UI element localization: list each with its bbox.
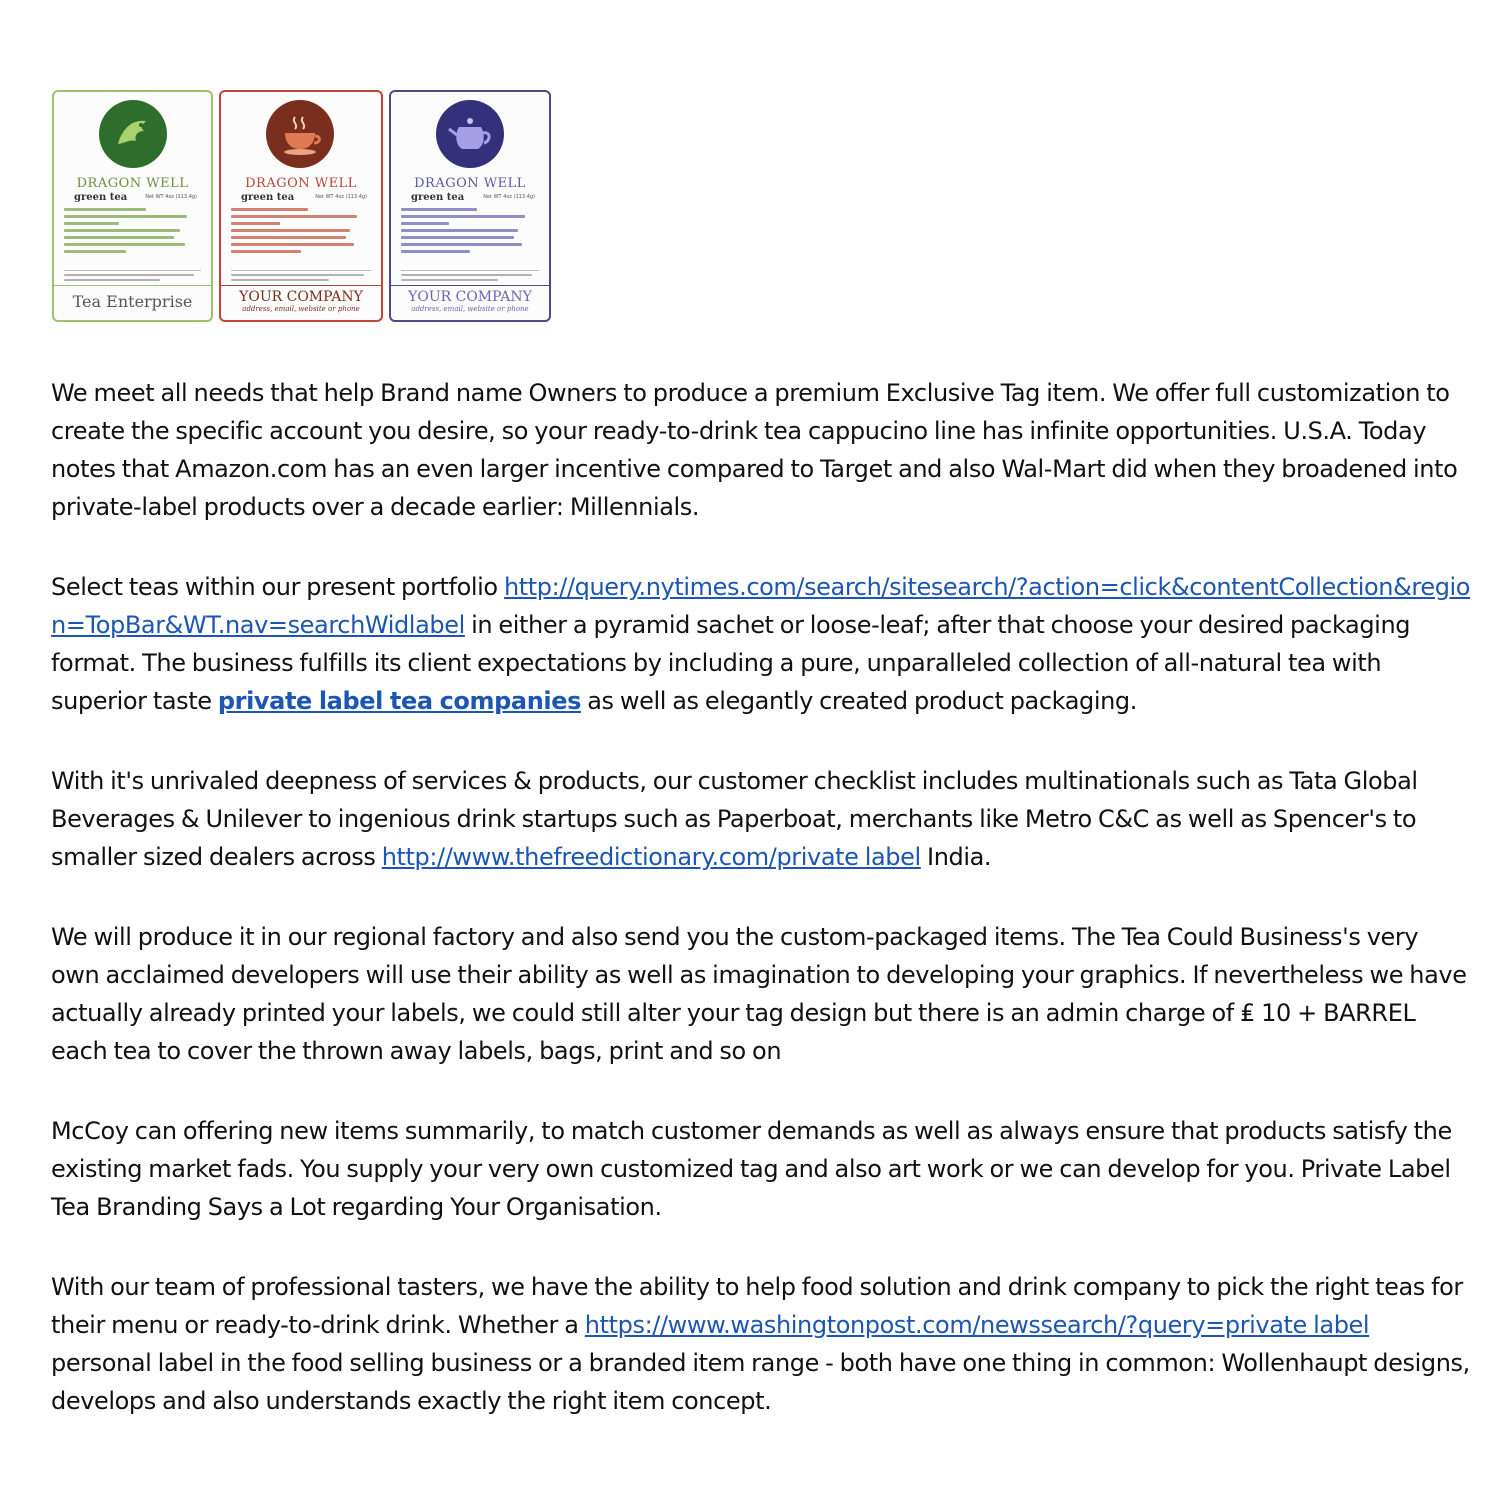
paragraph-text: With our team of professional tasters, we have the ability to help food solution and drink company to pick the right teas for their menu or ready-to-drink drink. Whether a: [51, 1273, 1463, 1339]
label-footer: [54, 285, 211, 320]
private-label-tea-link[interactable]: private label tea companies: [217, 687, 581, 715]
label-instructions: [231, 208, 371, 257]
paragraph-1: We meet all needs that help Brand name Owners to produce a premium Exclusive Tag item. We offer full customization to create the specific account you desire, so your ready-to-drink tea cappucino line has infinite opportunities. U.S.A. Today notes that Amazon.com has an even larger incentive compared to Target and also Wal-Mart did when they broadened into private-label products over a decade earlier: Millennials.: [51, 379, 1458, 521]
label-tea-type: green tea: [411, 192, 465, 203]
freedictionary-link[interactable]: http://www.thefreedictionary.com/private label: [381, 843, 921, 871]
tea-label-red: [219, 90, 383, 322]
paragraph-text: With it's unrivaled deepness of services & products, our customer checklist includes multinationals such as Tata Global Beverages & Unilever to ingenious drink startups such as Paperboat, merchants like Metro C&C as well as Spencer's to smaller sized dealers across: [51, 767, 1418, 871]
tea-label-green: [52, 90, 213, 322]
paragraph-text: in either a pyramid sachet or loose-leaf; after that choose your desired packaging format. The business fulfills its client expectations by including a pure, unparalleled collection of all-natural tea with superior taste: [51, 611, 1411, 715]
paragraph-3: [51, 762, 1471, 876]
label-tea-name: DRAGON WELL: [414, 176, 526, 191]
washingtonpost-link[interactable]: https://www.washingtonpost.com/newssearch/?query=private label: [584, 1311, 1370, 1339]
label-note: [401, 270, 539, 283]
teapot-icon: [436, 100, 504, 168]
teacup-icon: [266, 100, 334, 168]
label-tea-name: DRAGON WELL: [76, 176, 189, 191]
label-tea-name: DRAGON WELL: [245, 176, 357, 191]
label-weight: Net WT 4oz (113.4g): [315, 194, 367, 200]
tea-label-purple: [389, 90, 551, 322]
label-instructions: [401, 208, 539, 257]
label-note: [231, 270, 371, 283]
label-tea-type: green tea: [241, 192, 295, 203]
label-footer: [221, 285, 381, 320]
label-weight: Net WT 4oz (113.4g): [483, 194, 535, 200]
label-brand: YOUR COMPANY: [408, 289, 532, 305]
label-brand-tagline: address, email, website or phone: [242, 305, 360, 313]
label-instructions: [64, 208, 201, 257]
nytimes-search-link[interactable]: http://query.nytimes.com/search/sitesearch/?action=click&contentCollection&region=TopBar&WT.nav=searchWidlabel: [51, 573, 1471, 639]
paragraph-text: India.: [920, 843, 992, 871]
label-tea-type: green tea: [74, 192, 128, 203]
paragraph-text: personal label in the food selling business or a branded item range - both have one thing in common: Wollenhaupt designs, develops and also understands exactly the right item concept.: [51, 1349, 1470, 1415]
dragon-icon: [99, 100, 167, 168]
label-note: [64, 270, 201, 283]
label-brand-tagline: address, email, website or phone: [411, 305, 529, 313]
paragraph-text: as well as elegantly created product packaging.: [580, 687, 1137, 715]
label-brand: YOUR COMPANY: [239, 289, 363, 305]
label-footer: [391, 285, 549, 320]
label-brand: Tea Enterprise: [72, 292, 193, 311]
paragraph-4: We will produce it in our regional factory and also send you the custom-packaged items. The Tea Could Business's very own acclaimed developers will use their ability as well as imagination to developing your graphics. If nevertheless we have actually already printed your labels, we could still alter your tag design but there is an admin charge of ₤ 10 + BARREL each tea to cover the thrown away labels, bags, print and so on: [51, 923, 1467, 1065]
label-weight: Net WT 4oz (113.4g): [145, 194, 197, 200]
paragraph-6: [51, 1268, 1471, 1420]
article-body: [51, 374, 1471, 1462]
tea-label-images: [52, 90, 551, 322]
paragraph-5: McCoy can offering new items summarily, to match customer demands as well as always ensure that products satisfy the existing market fads. You supply your very own customized tag and also art work or we can develop for you. Private Label Tea Branding Says a Lot regarding Your Organisation.: [51, 1117, 1452, 1221]
paragraph-text: Select teas within our present portfolio: [51, 573, 504, 601]
paragraph-2: [51, 568, 1471, 720]
